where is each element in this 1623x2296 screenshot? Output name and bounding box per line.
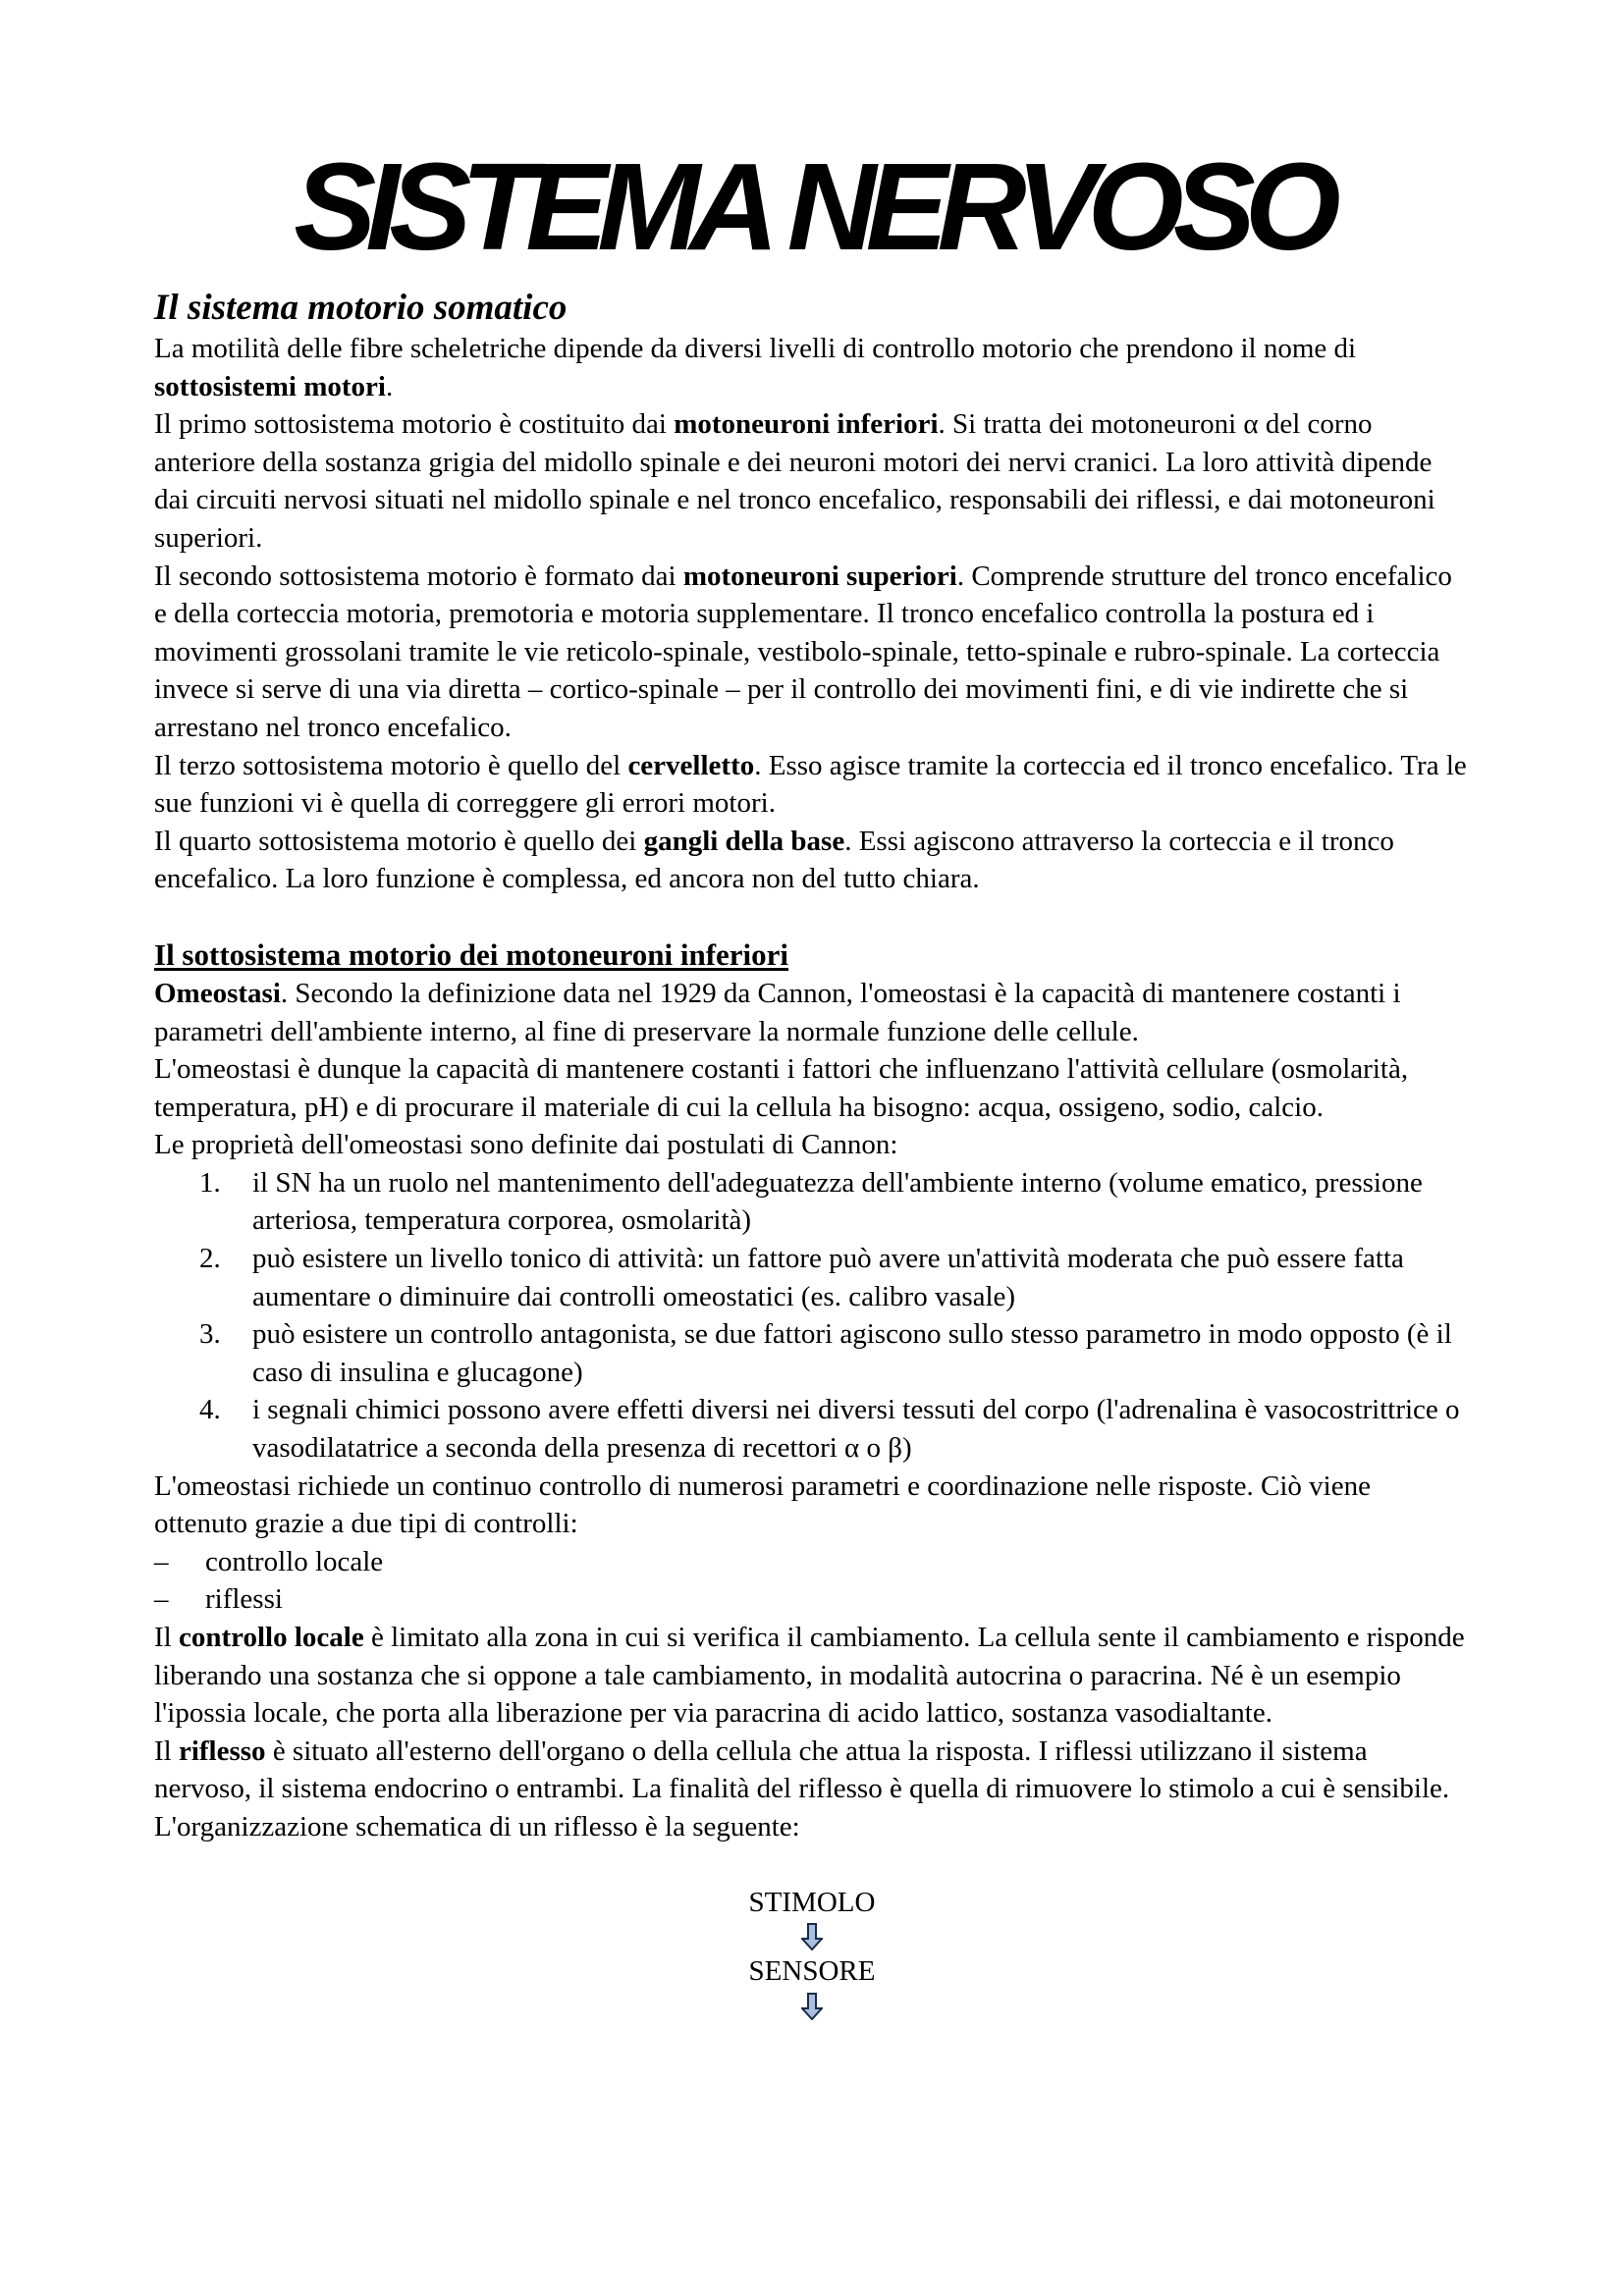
section-heading-motor-system: Il sistema motorio somatico xyxy=(154,288,568,328)
paragraph-motor-subsystems: La motilità delle fibre scheletriche dipende da diversi livelli di controllo motorio che prendono il nome di sottosistemi motori. xyxy=(154,333,1357,402)
paragraph-homeostasis-definition: Omeostasi. Secondo la definizione data nel 1929 da Cannon, l'omeostasi è la capacità di mantenere costanti i parametri dell'ambiente interno, al fine di preservare la normale funzione delle cellule. xyxy=(154,977,1401,1047)
document-title: SISTEMA NERVOSO xyxy=(294,137,1330,276)
paragraph-local-control: Il controllo locale è limitato alla zona in cui si verifica il cambiamento. La cellula sente il cambiamento e risponde liberando una sostanza che si oppone a tale cambiamento, in modalità autocrina o paracrina. Né è un esempio l'ipossia locale, che porta alla liberazione per via paracrina di acido lattico, sostanza vasodialtante. xyxy=(154,1622,1465,1730)
list-item: il SN ha un ruolo nel mantenimento dell'adeguatezza dell'ambiente interno (volume ematico, pressione arteriosa, temperatura corporea, osmolarità) xyxy=(252,1166,1423,1237)
term-upper-motor-neurons: motoneuroni superiori xyxy=(682,560,957,592)
down-arrow-icon xyxy=(801,1923,823,1950)
term-cerebellum: cervelletto xyxy=(627,749,755,781)
flow-node-sensor: SENSORE xyxy=(748,1955,876,1988)
paragraph-second-subsystem: Il secondo sottosistema motorio è formato dai motoneuroni superiori. Comprende strutture del tronco encefalico e della corteccia motoria, premotoria e motoria supplementare. Il tronco encefalico controlla la postura ed i movimenti grossolani tramite le vie reticolo-spinale, vestibolo-spinale, tetto-spinale e rubro-spinale. La corteccia invece si serve di una via diretta – cortico-spinale – per il controllo dei movimenti fini, e di vie indirette che si arrestano nel tronco encefalico. xyxy=(154,560,1452,743)
paragraph-fourth-subsystem: Il quarto sottosistema motorio è quello dei gangli della base. Essi agiscono attraverso la corteccia e il tronco encefalico. La loro funzione è complessa, ed ancora non del tutto chiara. xyxy=(154,825,1394,895)
paragraph-third-subsystem: Il terzo sottosistema motorio è quello del cervelletto. Esso agisce tramite la corteccia ed il tronco encefalico. Tra le sue funzioni vi è quella di correggere gli errori motori. xyxy=(154,749,1467,820)
control-types-list xyxy=(154,1543,1470,1619)
document-body xyxy=(154,287,1470,2022)
cannon-postulates-list xyxy=(154,1164,1470,1468)
term-motor-subsystems: sottosistemi motori xyxy=(154,370,386,402)
term-basal-ganglia: gangli della base xyxy=(643,825,845,857)
flow-node-stimulus: STIMOLO xyxy=(748,1886,876,1918)
paragraph-cannon-postulates-intro: Le proprietà dell'omeostasi sono definite dai postulati di Cannon: xyxy=(154,1129,898,1161)
term-homeostasis: Omeostasi xyxy=(154,977,281,1009)
list-item: può esistere un controllo antagonista, se due fattori agiscono sullo stesso parametro in modo opposto (è il caso di insulina e glucagone) xyxy=(252,1318,1452,1388)
reflex-flow-diagram xyxy=(154,1884,1470,2020)
paragraph-reflex: Il riflesso è situato all'esterno dell'organo o della cellula che attua la risposta. I riflessi utilizzano il sistema nervoso, il sistema endocrino o entrambi. La finalità del riflesso è quella di rimuovere lo stimolo a cui è sensibile. L'organizzazione schematica di un riflesso è la seguente: xyxy=(154,1735,1450,1842)
list-item: – controllo locale xyxy=(205,1543,1470,1581)
term-reflex: riflesso xyxy=(178,1735,266,1767)
section-heading-lower-motor-neurons: Il sottosistema motorio dei motoneuroni inferiori xyxy=(154,936,789,972)
term-local-control: controllo locale xyxy=(178,1622,364,1653)
paragraph-control-types: L'omeostasi richiede un continuo controllo di numerosi parametri e coordinazione nelle risposte. Ciò viene ottenuto grazie a due tipi di controlli: xyxy=(154,1469,1371,1540)
paragraph-first-subsystem: Il primo sottosistema motorio è costituito dai motoneuroni inferiori. Si tratta dei motoneuroni α del corno anteriore della sostanza grigia del midollo spinale e dei neuroni motori dei nervi cranici. La loro attività dipende dai circuiti nervosi situati nel midollo spinale e nel tronco encefalico, responsabili dei riflessi, e dai motoneuroni superiori. xyxy=(154,408,1435,554)
down-arrow-icon xyxy=(801,1993,823,2020)
list-item: – riflessi xyxy=(205,1580,1470,1619)
paragraph-homeostasis-factors: L'omeostasi è dunque la capacità di mantenere costanti i fattori che influenzano l'attività cellulare (osmolarità, temperatura, pH) e di procurare il materiale di cui la cellula ha bisogno: acqua, ossigeno, sodio, calcio. xyxy=(154,1053,1409,1123)
list-item: i segnali chimici possono avere effetti diversi nei diversi tessuti del corpo (l'adrenalina è vasocostrittrice o vasodilatatrice a seconda della presenza di recettori α o β) xyxy=(252,1394,1460,1465)
term-lower-motor-neurons: motoneuroni inferiori xyxy=(674,408,939,441)
list-item: può esistere un livello tonico di attività: un fattore può avere un'attività moderata che può essere fatta aumentare o diminuire dai controlli omeostatici (es. calibro vasale) xyxy=(252,1243,1404,1312)
